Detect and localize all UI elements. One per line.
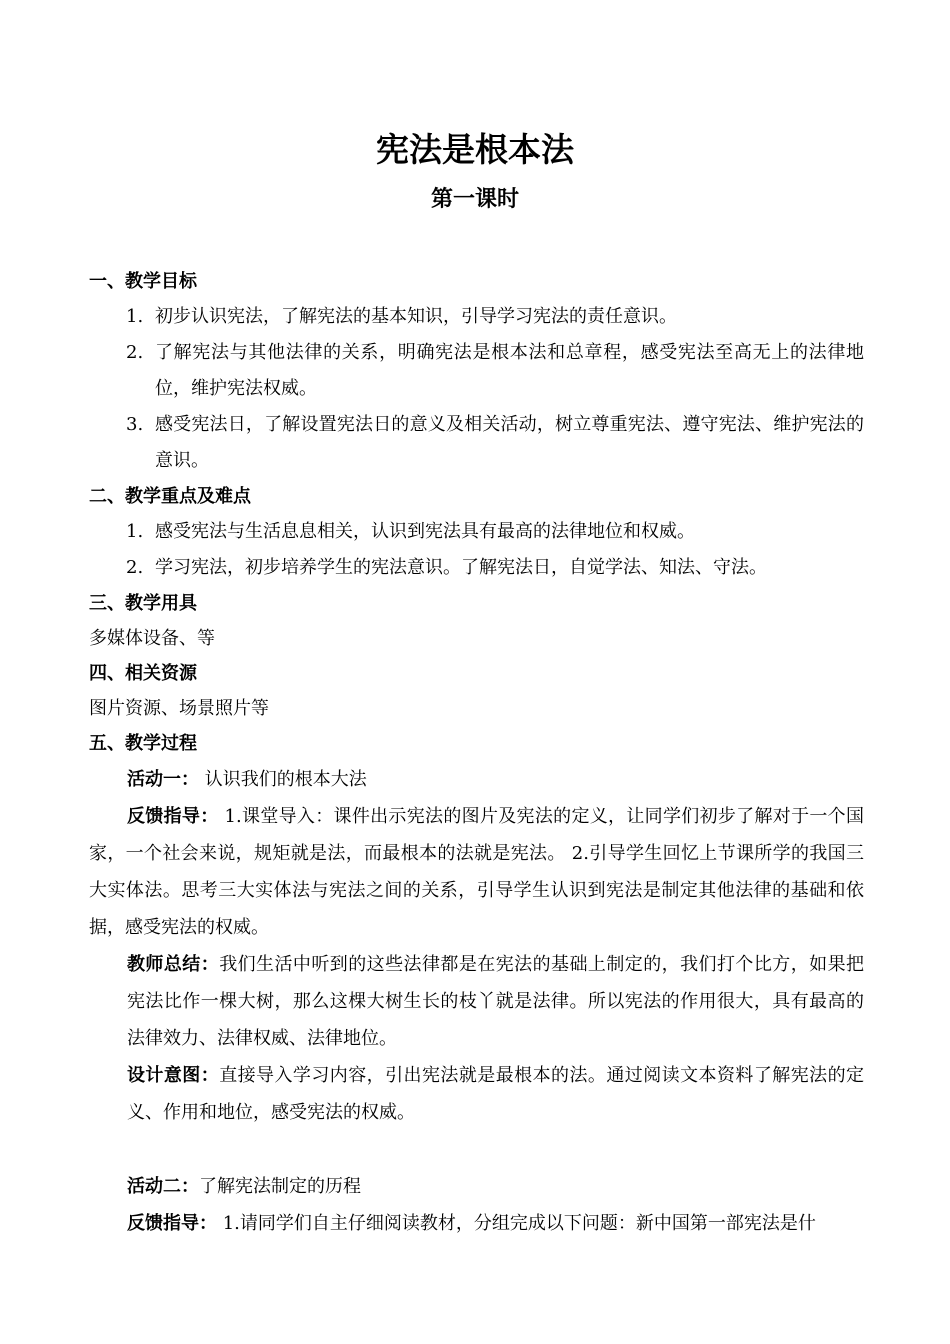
objectives-list bbox=[89, 299, 864, 479]
tools-text: 多媒体设备、等 bbox=[89, 628, 215, 649]
teacher-summary bbox=[127, 946, 864, 1057]
key-points-list bbox=[89, 514, 864, 586]
document-subtitle: 第一课时 bbox=[430, 186, 519, 212]
intent-text: 直接导入学习内容，引出宪法就是最根本的法。通过阅读文本资料了解宪法的定义、作用和地位，感受宪法的权威。 bbox=[127, 1065, 865, 1123]
activity-one-block bbox=[89, 761, 864, 798]
resources-text: 图片资源、场景照片等 bbox=[89, 698, 269, 719]
intent-label: 设计意图： bbox=[127, 1065, 220, 1086]
list-item bbox=[89, 335, 864, 407]
feedback-text: 1.请同学们自主仔细阅读教材，分组完成以下问题：新中国第一部宪法是什 bbox=[217, 1213, 816, 1234]
activity-one-text: 认识我们的根本大法 bbox=[199, 769, 367, 790]
list-item-number: 1. bbox=[126, 306, 144, 327]
list-item bbox=[89, 299, 864, 335]
section-heading-tools: 三、教学用具 bbox=[89, 593, 197, 614]
list-item bbox=[89, 514, 864, 550]
activity-one-label: 活动一： bbox=[127, 769, 199, 790]
feedback-label: 反馈指导： bbox=[127, 806, 219, 827]
document-body bbox=[89, 264, 864, 1242]
activity-one-notes bbox=[89, 946, 864, 1242]
activity-two-text: 了解宪法制定的历程 bbox=[199, 1176, 361, 1197]
list-item-number: 2. bbox=[126, 557, 144, 578]
activity-two-feedback bbox=[127, 1205, 864, 1242]
feedback-text: 1.课堂导入：课件出示宪法的图片及宪法的定义，让同学们初步了解对于一个国家，一个社会来说，规矩就是法，而最根本的法就是宪法。 2.引导学生回忆上节课所学的我国三大实体法。思考三大实体法与宪法之间的关系，引导学生认识到宪法是制定其他法律的基础和依据，感受宪法的权威。 bbox=[89, 806, 864, 938]
list-item-text: 学习宪法，初步培养学生的宪法意识。了解宪法日，自觉学法、知法、守法。 bbox=[155, 557, 767, 578]
feedback-label: 反馈指导： bbox=[127, 1213, 217, 1234]
section-heading-objectives: 一、教学目标 bbox=[89, 271, 197, 292]
list-item-text: 感受宪法日，了解设置宪法日的意义及相关活动，树立尊重宪法、遵守宪法、维护宪法的意识。 bbox=[155, 414, 864, 471]
design-intent bbox=[127, 1057, 864, 1131]
list-item-text: 感受宪法与生活息息相关，认识到宪法具有最高的法律地位和权威。 bbox=[155, 521, 695, 542]
list-item bbox=[89, 550, 864, 586]
section-heading-key-points: 二、教学重点及难点 bbox=[89, 486, 251, 507]
list-item-text: 初步认识宪法，了解宪法的基本知识，引导学习宪法的责任意识。 bbox=[155, 306, 677, 327]
activity-two-label: 活动二： bbox=[127, 1176, 199, 1197]
list-item-number: 1. bbox=[126, 521, 144, 542]
activity-two-title bbox=[127, 1168, 864, 1205]
document-title: 宪法是根本法 bbox=[376, 130, 574, 169]
section-heading-process: 五、教学过程 bbox=[89, 733, 197, 754]
list-item-text: 了解宪法与其他法律的关系，明确宪法是根本法和总章程，感受宪法至高无上的法律地位，维护宪法权威。 bbox=[155, 342, 864, 399]
list-item-number: 3. bbox=[126, 414, 144, 435]
spacer bbox=[127, 1131, 864, 1168]
list-item bbox=[89, 407, 864, 479]
summary-text: 我们生活中听到的这些法律都是在宪法的基础上制定的，我们打个比方，如果把宪法比作一棵大树，那么这棵大树生长的枝丫就是法律。所以宪法的作用很大，具有最高的法律效力、法律权威、法律地位。 bbox=[127, 954, 865, 1049]
summary-label: 教师总结： bbox=[127, 954, 220, 975]
activity-one-feedback bbox=[89, 798, 864, 946]
activity-one-title bbox=[127, 761, 864, 798]
list-item-number: 2. bbox=[126, 342, 144, 363]
section-heading-resources: 四、相关资源 bbox=[89, 663, 197, 684]
